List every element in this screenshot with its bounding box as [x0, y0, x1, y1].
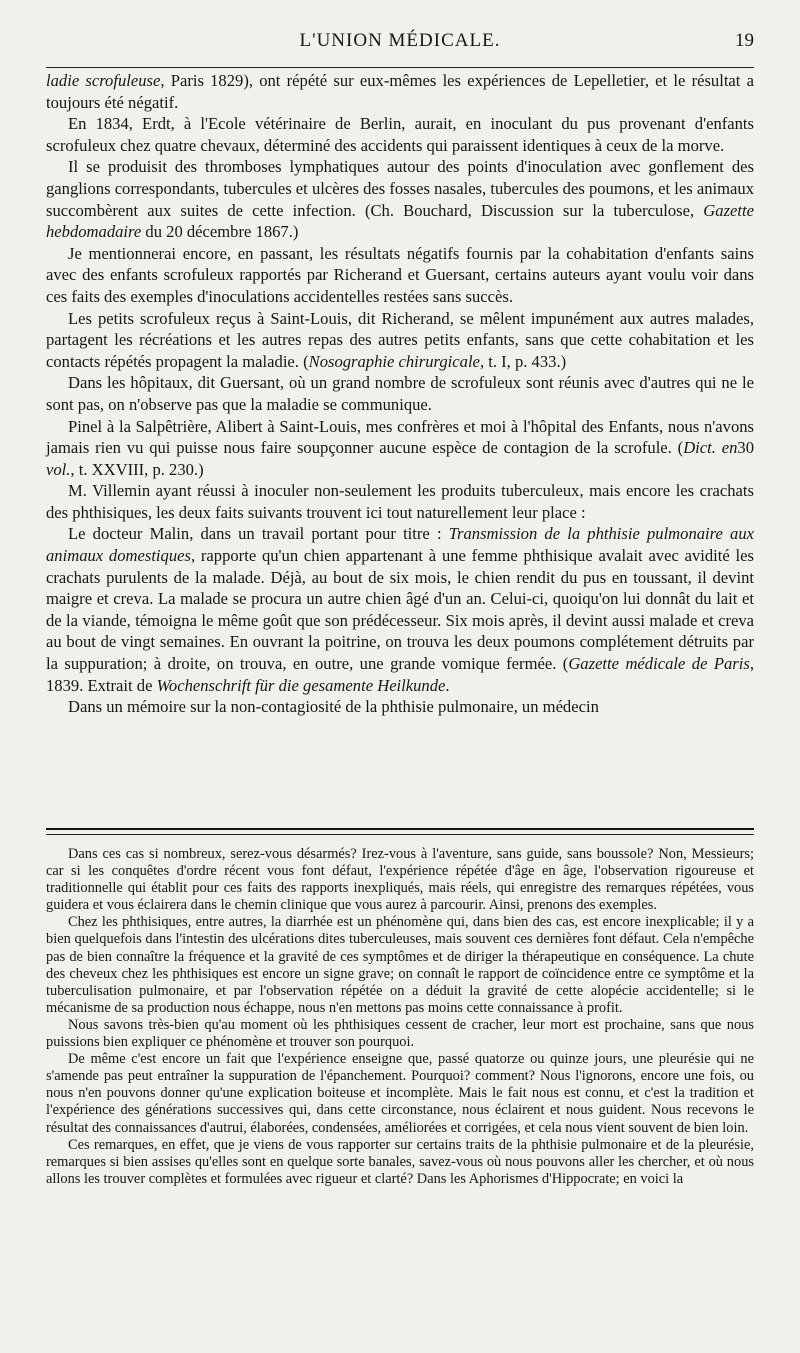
italic-title: Gazette médicale de Paris: [568, 654, 750, 674]
feuilleton-divider-thin: [46, 834, 754, 835]
paragraph: M. Villemin ayant réussi à inoculer non-seulement les produits tuberculeux, mais encore les crachats des phthisiques, les deux faits suivants trouvent ici tout naturellement leur place :: [46, 481, 754, 522]
paragraph: Les petits scrofuleux reçus à Saint-Louis, dit Richerand, se mêlent impunément aux autres malades, partagent les récréations et les autres repas des autres petits enfants, sans que cette cohabitation et les contacts répétés propagent la maladie. (Nosographie chirurgicale, t. I, p. 433.): [46, 308, 754, 371]
paragraph: Ces remarques, en effet, que je viens de vous rapporter sur certains traits de la phthisie pulmonaire et de la pleurésie, remarques si bien assises qu'elles sont en quelque sorte banales, savez-vous où nous pouvons aller les chercher, et où nous allons les trouver complètes et formulées avec rigueur et clarté? Dans les Aphorismes d'Hippocrate; en voici la: [46, 1136, 754, 1187]
paragraph: Il se produisit des thromboses lymphatiques autour des points d'inoculation avec gonflement des ganglions correspondants, tubercules et ulcères des fosses nasales, tubercules des poumons, et les animaux succombèrent aux suites de cette infection. (Ch. Bouchard, Discussion sur la tuberculose, Gazette hebdomadaire du 20 décembre 1867.): [46, 157, 754, 242]
page-number: 19: [735, 30, 754, 51]
italic-title: Nosographie chirurgicale: [308, 351, 480, 371]
italic-title: Dict. en: [683, 438, 738, 458]
paragraph: Dans ces cas si nombreux, serez-vous désarmés? Irez-vous à l'aventure, sans guide, sans boussole? Non, Messieurs; car si les conquêtes d'ordre récent vous font défaut, l'expérience répétée d'âge en âge, l'observation rigoureuse et traditionnelle qui établit pour ces faits des rapports inexpliqués, mais réels, qui enregistre des remarques répétées, vous guidera et vous éclairera dans le chemin clinique que vous aurez à parcourir. Ainsi, prenons des exemples.: [46, 846, 754, 914]
italic-title: Gazette hebdomadaire: [46, 200, 754, 242]
paragraph: Le docteur Malin, dans un travail portant pour titre : Transmission de la phthisie pulmonaire aux animaux domestiques, rapporte qu'un chien appartenant à une femme phthisique avalait avec avidité les crachats purulents de la malade. Déjà, au bout de six mois, le chien rendit du pus en toussant, il devint maigre et creva. La malade se procura un autre chien âgé d'un an. Celui-ci, quoiqu'on lui donnât du lait et de la viande, témoigna le même goût que son prédécesseur. Six mois après, il devint aussi malade et creva au bout de vingt semaines. En ouvrant la poitrine, on trouva les deux poumons complétement détruits par la suppuration; à droite, on trouva, en outre, une grande vomique fermée. (Gazette médicale de Paris, 1839. Extrait de Wochenschrift für die gesamente Heilkunde.: [46, 524, 754, 695]
running-title: L'UNION MÉDICALE.: [299, 30, 501, 51]
paragraph: Dans les hôpitaux, dit Guersant, où un grand nombre de scrofuleux sont réunis avec d'autres qui ne le sont pas, on n'observe pas que la maladie se communique.: [46, 373, 754, 414]
paragraph: Nous savons très-bien qu'au moment où les phthisiques cessent de cracher, leur mort est prochaine, sans que nous puissions bien expliquer ce phénomène et trouver son pourquoi.: [46, 1016, 754, 1051]
paragraph: En 1834, Erdt, à l'Ecole vétérinaire de Berlin, aurait, en inoculant du pus provenant d'enfants scrofuleux chez quatre chevaux, déterminé des accidents qui paraissent identiques à ceux de la morve.: [46, 114, 754, 155]
italic-title: Wochenschrift für die gesamente Heilkunde: [156, 675, 446, 695]
header-rule: [46, 67, 754, 68]
main-text: [46, 70, 754, 718]
paragraph: Chez les phthisiques, entre autres, la diarrhée est un phénomène qui, dans bien des cas, est encore inexplicable; il y a bien quelquefois dans l'intestin des ulcérations dites tuberculeuses, mais souvent ces dernières font défaut. Cela n'empêche pas de bien connaître la fréquence et la gravité de ces symptômes et de diriger la thérapeutique en conséquence. La chute des cheveux chez les phthisiques est encore un signe grave; on connaît le rapport de coïncidence entre ce symptôme et la tuberculisation pulmonaire, et par l'observation répétée on a déduit la gravité de cette alopécie accidentelle; si le mécanisme de sa production nous échappe, nous n'en mettons pas moins cette connaissance à profit.: [46, 914, 754, 1016]
feuilleton-divider: [46, 828, 754, 830]
paragraph: Dans un mémoire sur la non-contagiosité de la phthisie pulmonaire, un médecin: [68, 697, 599, 717]
paragraph: De même c'est encore un fait que l'expérience enseigne que, passé quatorze ou quinze jours, une pleurésie qui ne s'amende pas peut entraîner la suppuration de l'épanchement. Pourquoi? comment? Nous l'ignorons, encore une fois, ou nous n'en pouvons donner qu'une explication boiteuse et incomplète. Mais le fait nous est connu, et c'est la tradition et l'expérience des générations successives qui, dans cette circonstance, nous éclairent et nous guident. Nous recevons le résultat des connaissances d'autrui, élaborées, condensées, améliorées et corrigées, et cela nous vient souvent de bien loin.: [46, 1051, 754, 1136]
paragraph: ladie scrofuleuse, Paris 1829), ont répété sur eux-mêmes les expériences de Lepelletier, et le résultat a toujours été négatif.: [46, 71, 754, 112]
feuilleton-text: [46, 846, 754, 1188]
italic-title: ladie scrofuleuse: [46, 71, 161, 90]
paragraph: Pinel à la Salpêtrière, Alibert à Saint-Louis, mes confrères et moi à l'hôpital des Enfants, nous n'avons jamais rien vu qui puisse nous faire soupçonner aucune espèce de contagion de la scrofule. (Dict. en30 vol., t. XXVIII, p. 230.): [46, 416, 754, 479]
italic-title: vol.: [46, 459, 71, 479]
page-header: [46, 30, 754, 60]
paragraph: Je mentionnerai encore, en passant, les résultats négatifs fournis par la cohabitation d'enfants sains avec des enfants scrofuleux rapportés par Richerand et Guersant, certains auteurs ayant voulu voir dans ces faits des exemples d'inoculations accidentelles restées sans succès.: [46, 243, 754, 306]
italic-title: Transmission de la phthisie pulmonaire aux animaux domestiques: [46, 524, 754, 566]
